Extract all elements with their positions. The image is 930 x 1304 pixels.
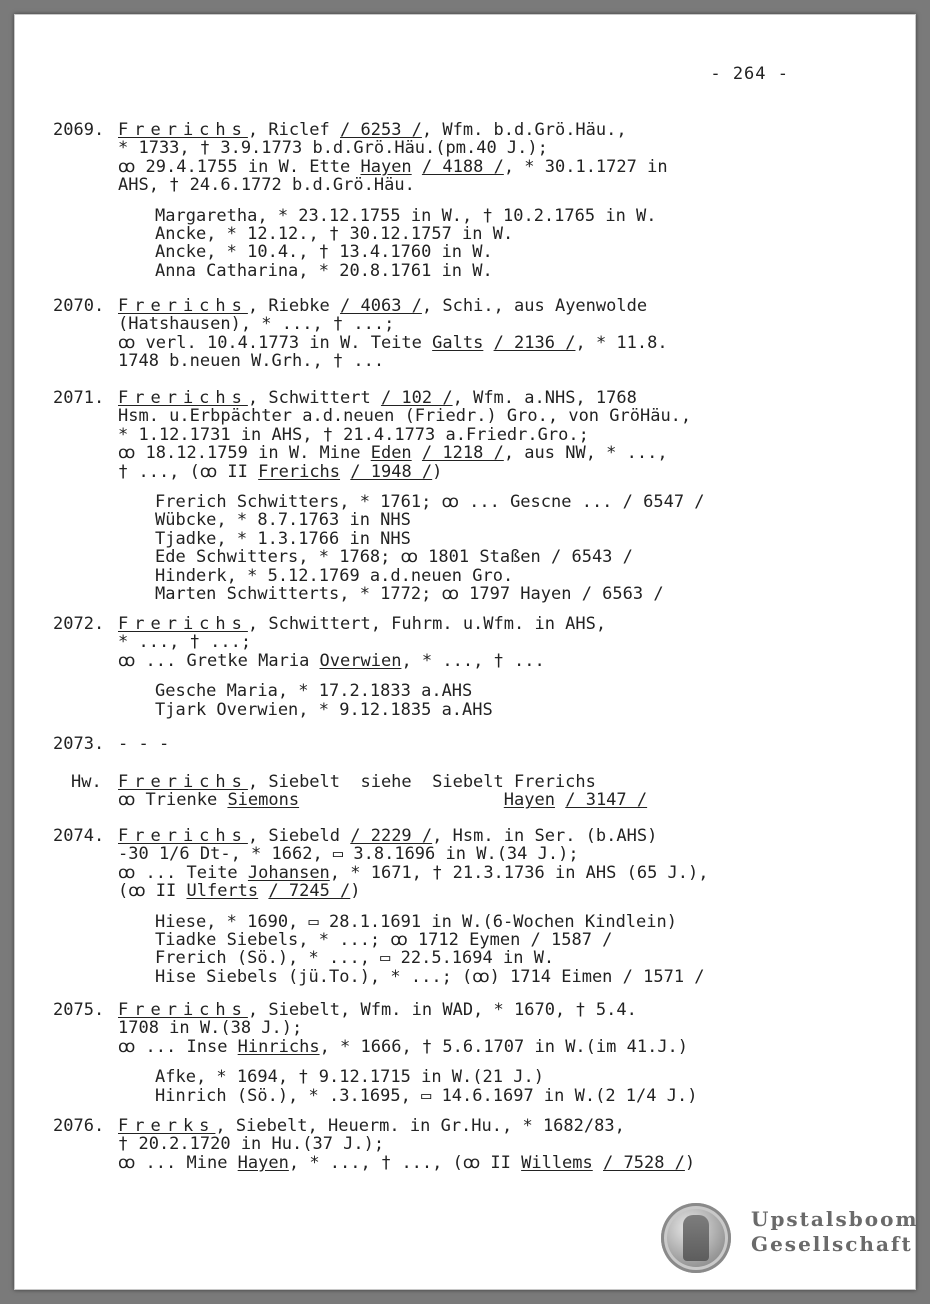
reference-number: / 4188 / [421, 156, 504, 177]
child-line: Afke, * 1694, † 9.12.1715 in W.(21 J.) [155, 1067, 544, 1088]
document-page [14, 14, 919, 1290]
entry-number: 2071. [53, 388, 105, 408]
child-line: Tiadke Siebels, * ...; ꝏ 1712 Eymen / 1587 / [155, 930, 613, 950]
entry-number: 2073. [53, 734, 105, 754]
reference-number: / 2229 / [350, 826, 433, 846]
entry-line: Frerichs, Riebke / 4063 /, Schi., aus Ayenwolde [118, 296, 648, 316]
child-line: Ancke, * 10.4., † 13.4.1760 in W. [155, 242, 493, 263]
reference-number: / 7528 / [603, 1152, 685, 1173]
linked-surname: Frerichs [258, 461, 341, 482]
reference-number: / 102 / [380, 388, 453, 408]
seal-icon [661, 1203, 731, 1273]
family-name: Frerichs [118, 120, 248, 140]
page-number: - 264 - [710, 64, 789, 84]
entry-number: Hw. [71, 772, 102, 792]
child-line: Tjark Overwien, * 9.12.1835 a.AHS [155, 699, 493, 720]
entry-line: ꝏ verl. 10.4.1773 in W. Teite Galts / 2136 /, * 11.8. [118, 332, 668, 353]
family-name: Frerichs [118, 826, 248, 846]
entry-line: ꝏ ... Gretke Maria Overwien, * ..., † ... [118, 650, 545, 671]
child-line: Gesche Maria, * 17.2.1833 a.AHS [155, 681, 473, 702]
reference-number: / 1948 / [350, 461, 433, 482]
entry-line: Frerichs, Siebelt, Wfm. in WAD, * 1670, † 5.4. [118, 1000, 637, 1020]
child-line: Frerich (Sö.), * ..., ▭ 22.5.1694 in W. [155, 948, 555, 969]
entry-number: 2070. [53, 296, 105, 316]
linked-surname: Johansen [247, 862, 330, 883]
child-line: Hise Siebels (jü.To.), * ...; (ꝏ) 1714 Eimen / 1571 / [155, 966, 705, 987]
reference-number: / 6253 / [340, 120, 422, 140]
child-line: Marten Schwitterts, * 1772; ꝏ 1797 Hayen / 6563 / [155, 584, 664, 604]
child-line: Ancke, * 12.12., † 30.12.1757 in W. [155, 224, 514, 244]
entry-number: 2069. [53, 120, 105, 140]
entry-line: Hsm. u.Erbpächter a.d.neuen (Friedr.) Gro., von GröHäu., [118, 406, 692, 427]
entry-line: † ..., (ꝏ II Frerichs / 1948 /) [118, 461, 443, 482]
reference-number: / 2136 / [493, 332, 576, 353]
linked-surname: Galts [432, 332, 484, 353]
entry-line: 1748 b.neuen W.Grh., † ... [118, 351, 385, 372]
entry-line: -30 1/6 Dt-, * 1662, ▭ 3.8.1696 in W.(34 J.); [118, 844, 579, 865]
family-name: Frerichs [118, 1000, 248, 1020]
child-line: Tjadke, * 1.3.1766 in NHS [155, 528, 411, 549]
entry-line: * 1.12.1731 in AHS, † 21.4.1773 a.Friedr.Gro.; [118, 424, 589, 445]
child-line: Hinderk, * 5.12.1769 a.d.neuen Gro. [155, 565, 514, 586]
entry-line: ꝏ 18.12.1759 in W. Mine Eden / 1218 /, aus NW, * ..., [118, 443, 668, 464]
child-line: Hinrich (Sö.), * .3.1695, ▭ 14.6.1697 in W.(2 1/4 J.) [155, 1085, 698, 1106]
entry-line: ꝏ ... Mine Hayen, * ..., † ..., (ꝏ II Willems / 7528 /) [118, 1152, 696, 1173]
entry-line: ꝏ ... Inse Hinrichs, * 1666, † 5.6.1707 in W.(im 41.J.) [118, 1036, 689, 1057]
linked-surname: Ulferts [186, 881, 259, 902]
linked-surname: Hayen [237, 1152, 289, 1173]
entry-line: Frerks, Siebelt, Heuerm. in Gr.Hu., * 1682/83, [118, 1116, 625, 1136]
entry-line: AHS, † 24.6.1772 b.d.Grö.Häu. [118, 175, 415, 196]
entry-line: ꝏ 29.4.1755 in W. Ette Hayen / 4188 /, * 30.1.1727 in [118, 156, 668, 177]
logo-line-1: Upstalsboom [751, 1207, 919, 1231]
entry-line: * 1733, † 3.9.1773 b.d.Grö.Häu.(pm.40 J.); [118, 138, 548, 159]
entry-line: (ꝏ II Ulferts / 7245 /) [118, 881, 361, 902]
entry-line: Frerichs, Schwittert / 102 /, Wfm. a.NHS, 1768 [118, 388, 637, 408]
linked-surname: Willems [521, 1152, 593, 1173]
society-logo [661, 1201, 919, 1277]
child-line: Margaretha, * 23.12.1755 in W., † 10.2.1765 in W. [155, 205, 657, 226]
family-name: Frerks [118, 1116, 216, 1136]
entry-line: - - - [118, 734, 170, 754]
society-name [751, 1207, 919, 1257]
entry-number: 2076. [53, 1116, 105, 1136]
linked-surname: Eden [370, 443, 412, 464]
reference-number: / 7245 / [268, 881, 351, 902]
linked-surname: Hayen [360, 156, 412, 177]
entry-line: ꝏ Trienke Siemons Hayen / 3147 / [118, 790, 648, 811]
child-line: Ede Schwitters, * 1768; ꝏ 1801 Staßen / 6543 / [155, 547, 633, 568]
linked-surname: Siemons [227, 790, 300, 811]
child-line: Wübcke, * 8.7.1763 in NHS [155, 510, 411, 531]
family-name: Frerichs [118, 772, 248, 792]
linked-surname: Hayen [503, 790, 555, 811]
entry-line: 1708 in W.(38 J.); [118, 1018, 303, 1039]
entry-line: (Hatshausen), * ..., † ...; [118, 314, 395, 335]
child-line: Hiese, * 1690, ▭ 28.1.1691 in W.(6-Wochen Kindlein) [155, 911, 677, 932]
entry-number: 2074. [53, 826, 105, 846]
logo-line-2: Gesellschaft [751, 1232, 913, 1256]
linked-surname: Hinrichs [237, 1036, 320, 1057]
entry-line: † 20.2.1720 in Hu.(37 J.); [118, 1134, 385, 1155]
family-name: Frerichs [118, 614, 248, 634]
entry-number: 2075. [53, 1000, 105, 1020]
reference-number: / 1218 / [421, 443, 504, 464]
entry-line: Frerichs, Riclef / 6253 /, Wfm. b.d.Grö.Häu., [118, 120, 627, 140]
entry-line: Frerichs, Schwittert, Fuhrm. u.Wfm. in AHS, [118, 614, 607, 634]
entry-line: Frerichs, Siebelt siehe Siebelt Frerichs [118, 772, 596, 792]
entry-number: 2072. [53, 614, 105, 634]
family-name: Frerichs [118, 388, 248, 408]
reference-number: / 3147 / [565, 790, 648, 811]
child-line: Frerich Schwitters, * 1761; ꝏ ... Gescne ... / 6547 / [155, 492, 705, 512]
entry-line: * ..., † ...; [118, 632, 252, 653]
family-name: Frerichs [118, 296, 248, 316]
linked-surname: Overwien [319, 650, 402, 671]
page-frame [14, 14, 919, 1290]
child-line: Anna Catharina, * 20.8.1761 in W. [155, 260, 493, 281]
entry-line: ꝏ ... Teite Johansen, * 1671, † 21.3.1736 in AHS (65 J.), [118, 862, 709, 883]
reference-number: / 4063 / [340, 296, 422, 316]
entry-line: Frerichs, Siebeld / 2229 /, Hsm. in Ser. (b.AHS) [118, 826, 658, 846]
